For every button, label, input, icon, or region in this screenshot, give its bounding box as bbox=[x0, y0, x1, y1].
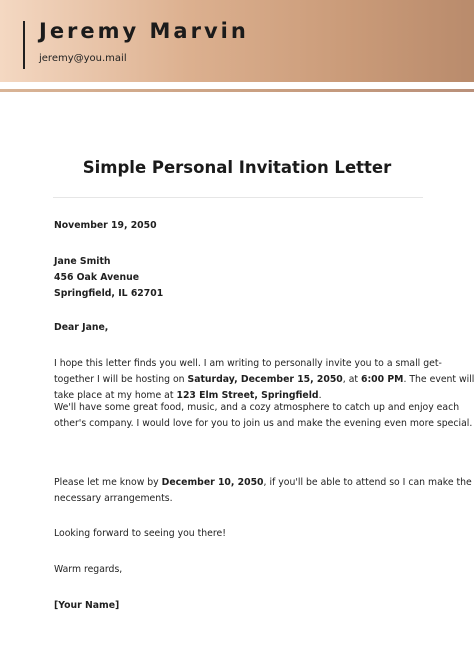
letter-date: November 19, 2050 bbox=[54, 220, 157, 231]
paragraph-line: We'll have some great food, music, and a cozy atmosphere to catch up and enjoy each bbox=[54, 402, 460, 413]
text-run: , at bbox=[342, 374, 361, 385]
signature: [Your Name] bbox=[54, 600, 120, 611]
paragraph-line: I hope this letter finds you well. I am writing to personally invite you to a small get- bbox=[54, 358, 442, 369]
salutation: Dear Jane, bbox=[54, 322, 109, 333]
paragraph-details bbox=[54, 400, 473, 432]
rsvp-date: December 10, 2050 bbox=[161, 477, 264, 488]
title-divider bbox=[53, 197, 423, 198]
paragraph-invitation bbox=[54, 356, 474, 404]
event-address: 123 Elm Street, Springfield bbox=[176, 390, 319, 401]
text-run: . The event will bbox=[403, 374, 474, 385]
paragraph-rsvp bbox=[54, 475, 472, 507]
paragraph-line bbox=[54, 475, 472, 491]
sender-name: Jeremy Marvin bbox=[39, 19, 249, 43]
header-divider bbox=[23, 21, 25, 69]
text-run: Please let me know by bbox=[54, 477, 162, 488]
event-time: 6:00 PM bbox=[361, 374, 404, 385]
text-run: . bbox=[318, 390, 322, 401]
recipient-block bbox=[54, 254, 422, 302]
closing-line: Looking forward to seeing you there! bbox=[54, 528, 226, 539]
sender-email: jeremy@you.mail bbox=[39, 53, 127, 64]
letter-title: Simple Personal Invitation Letter bbox=[82, 158, 392, 177]
recipient-city: Springfield, IL 62701 bbox=[54, 288, 164, 299]
paragraph-line: necessary arrangements. bbox=[54, 493, 173, 504]
recipient-street: 456 Oak Avenue bbox=[54, 272, 140, 283]
text-run: , if you'll be able to attend so I can make the bbox=[263, 477, 472, 488]
text-run: take place at my home at bbox=[54, 390, 177, 401]
text-run: together I will be hosting on bbox=[54, 374, 188, 385]
accent-line bbox=[0, 89, 474, 92]
sign-off: Warm regards, bbox=[54, 564, 123, 575]
event-date: Saturday, December 15, 2050 bbox=[187, 374, 343, 385]
recipient-name: Jane Smith bbox=[54, 256, 111, 267]
paragraph-line bbox=[54, 372, 474, 388]
paragraph-line: other's company. I would love for you to join us and make the evening even more special. bbox=[54, 418, 473, 429]
